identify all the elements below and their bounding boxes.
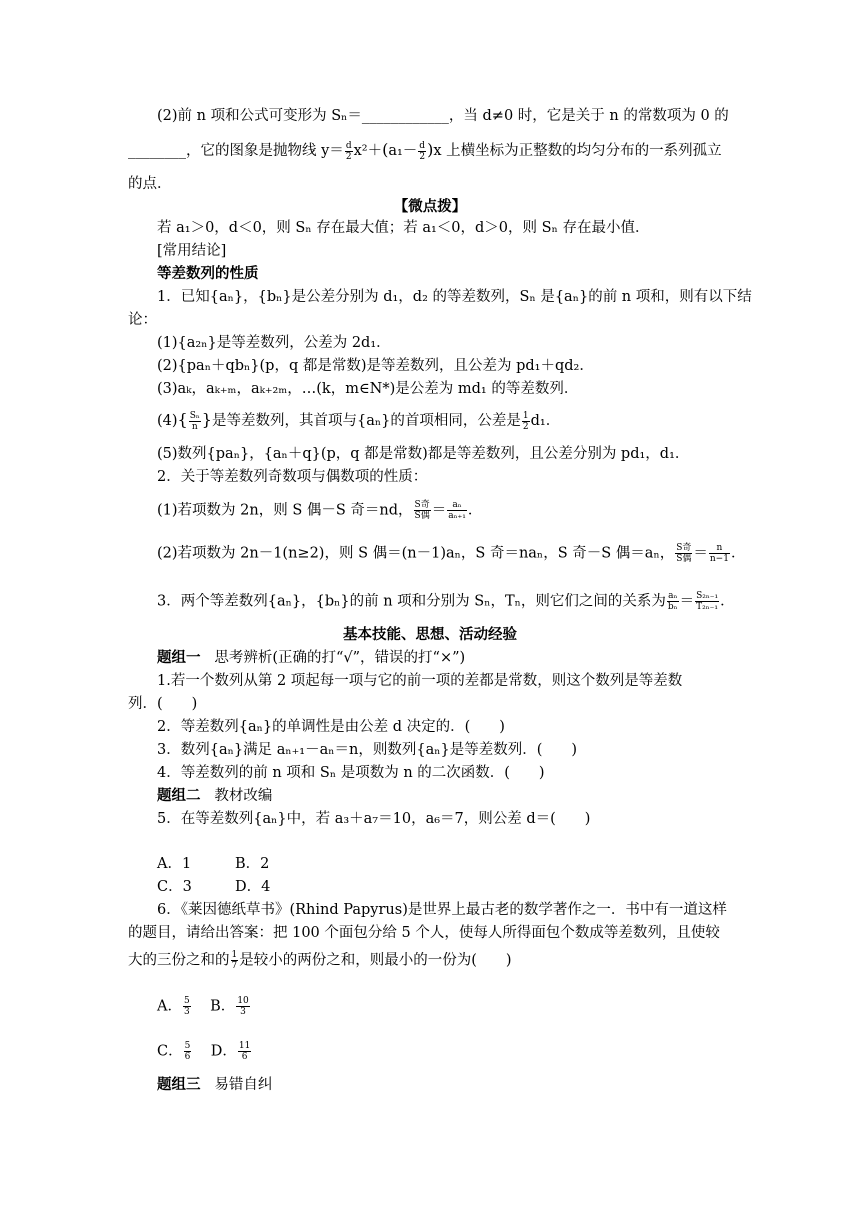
text-line: 1．已知{aₙ}，{bₙ}是公差分别为 d₁，d₂ 的等差数列，Sₙ 是{aₙ}的前 n 项和，则有以下结 [157,289,752,305]
text-line: (1){a₂ₙ}是等差数列，公差为 2d₁． [157,335,391,351]
text-line: 题组一 思考辨析(正确的打“√”，错误的打“×”) [157,649,466,666]
fraction: $\frac{d}{2}$ [345,140,352,162]
section-heading: 【微点拨】 [393,198,467,215]
text-line: 大的三份之和的 $\frac{1}{7}$ 是较小的两份之和，则最小的一份为( ) [128,950,512,971]
text-line: 1.若一个数列从第 2 项起每一项与它的前一项的差都是常数，则这个数列是等差数 [157,673,683,689]
text-line: 3．两个等差数列{aₙ}，{bₙ}的前 n 项和分别为 Sₙ，Tₙ，则它们之间的关系为 $\frac{\text{aₙ}}{\text{bₙ}}$ ＝ $\frac{\text{S₂ₙ₋₁}}{\text{T₂ₙ₋₁}}$ ． [157,591,735,612]
fraction: $\frac{\text{S奇}}{\text{S偶}}$ [414,500,430,521]
option-row: C． $\frac{5}{6}$ D． $\frac{11}{6}$ [157,1041,251,1062]
text-line: 论： [128,312,157,328]
fraction: $\frac{\text{aₙ}}{\text{bₙ}}$ [667,591,678,612]
text-line: [常用结论] [157,243,227,259]
text-line: 4．等差数列的前 n 项和 Sₙ 是项数为 n 的二次函数．( ) [157,765,545,781]
fraction: $\frac{1}{7}$ [231,950,238,971]
section-heading: 基本技能、思想、活动经验 [343,626,517,643]
text-line: (4){ $\frac{\text{Sₙ}}{n}$ }是等差数列，其首项与{aₙ}的首项相同，公差是 $\frac{1}{2}$ d₁． [157,410,561,432]
fraction: $\frac{\text{S₂ₙ₋₁}}{\text{T₂ₙ₋₁}}$ [696,591,719,612]
fraction: $\frac{\text{S奇}}{\text{S偶}}$ [676,543,692,564]
subheading: 等差数列的性质 [157,265,259,282]
text-line: 2．等差数列{aₙ}的单调性是由公差 d 决定的．( ) [157,719,505,735]
text-line: ________，它的图象是抛物线 y＝ $\frac{d}{2}$ x²＋(a₁－ $\frac{d}{2}$ )x 上横坐标为正整数的均匀分布的一系列孤立 [128,140,722,162]
option-row: A． $\frac{5}{3}$ B． $\frac{10}{3}$ [157,996,249,1017]
fraction: $\frac{11}{6}$ [238,1041,251,1062]
text-line: 列．( ) [128,696,198,712]
text-line: (1)若项数为 2n，则 S 偶－S 奇＝nd， $\frac{\text{S奇}}{\text{S偶}}$ ＝ $\frac{\text{aₙ}}{\text{aₙ₊₁}}$ ． [157,500,483,521]
text-line: 3．数列{aₙ}满足 aₙ₊₁－aₙ＝n，则数列{aₙ}是等差数列．( ) [157,742,578,758]
text-line: (2)前 n 项和公式可变形为 Sₙ＝____________，当 d≠0 时，它是关于 n 的常数项为 0 的 [157,108,729,124]
text-line: (5)数列{paₙ}，{aₙ＋q}(p，q 都是常数)都是等差数列，且公差分别为 pd₁，d₁． [157,446,690,462]
text-line: 的点． [128,176,172,192]
fraction: $\frac{d}{2}$ [419,140,426,162]
text-line: (2)若项数为 2n－1(n≥2)，则 S 偶＝(n－1)aₙ，S 奇＝naₙ，S 奇－S 偶＝aₙ， $\frac{\text{S奇}}{\text{S偶}}$ ＝ $\frac{n}{n-1}$ ． [157,543,746,564]
fraction: $\frac{\text{aₙ}}{\text{aₙ₊₁}}$ [448,500,466,521]
text-line: 题组三 易错自纠 [157,1076,273,1093]
fraction: $\frac{10}{3}$ [237,996,249,1017]
text-line: 2．关于等差数列奇数项与偶数项的性质： [157,469,428,485]
fraction: $\frac{\text{Sₙ}}{n}$ [189,410,200,432]
option-row: A．1 B．2 [157,856,270,872]
text-line: 若 a₁＞0，d＜0，则 Sₙ 存在最大值；若 a₁＜0，d＞0，则 Sₙ 存在最小值． [157,220,650,236]
fraction: $\frac{5}{3}$ [183,996,190,1017]
text-line: 6．《莱因德纸草书》(Rhind Papyrus)是世界上最古老的数学著作之一．书中有一道这样 [157,902,727,918]
text-line: (2){paₙ＋qbₙ}(p，q 都是常数)是等差数列，且公差为 pd₁＋qd₂． [157,358,594,374]
fraction: $\frac{n}{n-1}$ [709,543,729,564]
fraction: $\frac{1}{2}$ [522,410,529,432]
option-row: C．3 D．4 [157,879,271,895]
text-line: 5．在等差数列{aₙ}中，若 a₃＋a₇＝10，a₆＝7，则公差 d＝( ) [157,811,591,827]
text-line: 的题目，请给出答案：把 100 个面包分给 5 个人，使每人所得面包个数成等差数列，且使较 [128,925,720,941]
text-line: (3)aₖ，aₖ₊ₘ，aₖ₊₂ₘ，…(k，m∈N*)是公差为 md₁ 的等差数列． [157,381,579,397]
text-line: 题组二 教材改编 [157,787,273,804]
fraction: $\frac{5}{6}$ [184,1041,191,1062]
